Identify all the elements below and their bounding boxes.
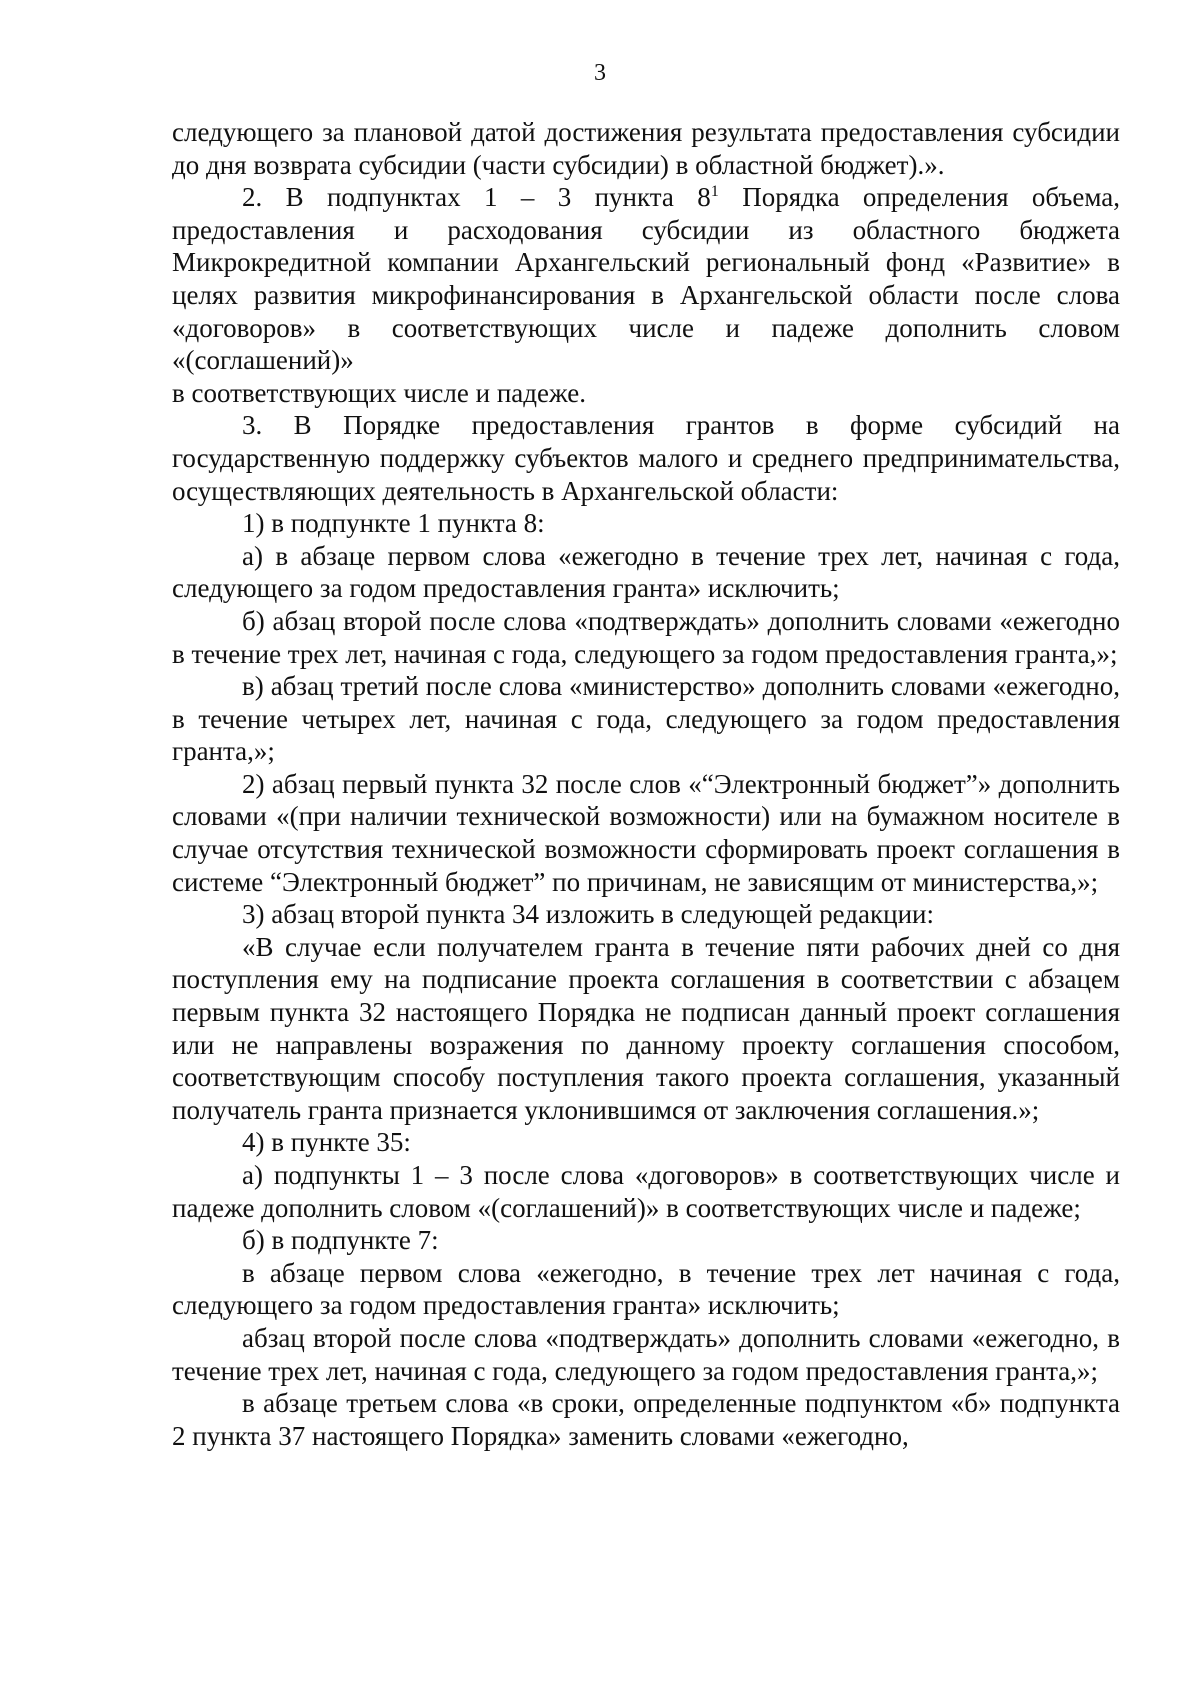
paragraph-subitem-4: 4) в пункте 35:: [242, 1127, 411, 1158]
paragraph-subitem-3: 3) абзац второй пункта 34 изложить в следующей редакции:: [242, 899, 934, 930]
paragraph-subitem-4b: б) в подпункте 7:: [242, 1225, 439, 1256]
item2-after: Порядка определения объема, предоставления и расходования субсидии из областного бюджета Микрокредитной компании Архангельский региональный фонд «Развитие» в целях развития микрофинансирования в Архангельской области после слова «договоров» в соответствующих числе и падеже дополнить словом «(соглашений)»: [172, 182, 1120, 376]
item2-before: 2. В подпунктах 1 – 3 пункта 8: [242, 182, 711, 213]
paragraph-subitem-1: 1) в подпункте 1 пункта 8:: [242, 508, 545, 539]
paragraph-quote: «В случае если получателем гранта в течение пяти рабочих дней со дня поступления ему на подписание проекта соглашения в соответствии с абзацем первым пункта 32 настоящего Порядка не подписан данный проект соглашения или не направлены возражения по данному проекту соглашения способом, соответствующим способу поступления такого проекта соглашения, указанный получатель гранта признается уклонившимся от заключения соглашения.»;: [172, 931, 1120, 1125]
paragraph-subitem-1v: в) абзац третий после слова «министерство» дополнить словами «ежегодно, в течение четырех лет, начиная с года, следующего за годом предоставления гранта,»;: [172, 671, 1120, 767]
paragraph-subitem-2: 2) абзац первый пункта 32 после слов «“Электронный бюджет”» дополнить словами «(при наличии технической возможности) или на бумажном носителе в случае отсутствия технической возможности сформировать проект соглашения в системе “Электронный бюджет” по причинам, не зависящим от министерства,»;: [172, 768, 1120, 897]
paragraph-subitem-4a: а) подпункты 1 – 3 после слова «договоров» в соответствующих числе и падеже дополнить словом «(соглашений)» в соответствующих числе и падеже;: [172, 1160, 1120, 1223]
paragraph-abzac-1: в абзаце первом слова «ежегодно, в течение трех лет начиная с года, следующего за годом предоставления гранта» исключить;: [172, 1257, 1120, 1321]
paragraph-subitem-1b: б) абзац второй после слова «подтверждать» дополнить словами «ежегодно в течение трех лет, начиная с года, следующего за годом предоставления гранта,»;: [172, 605, 1120, 669]
document-body: [172, 116, 1120, 1452]
paragraph-abzac-2: абзац второй после слова «подтверждать» дополнить словами «ежегодно, в течение трех лет, начиная с года, следующего за годом предоставления гранта,»;: [172, 1322, 1120, 1386]
paragraph-abzac-3: в абзаце третьем слова «в сроки, определенные подпунктом «б» подпункта 2 пункта 37 настоящего Порядка» заменить словами «ежегодно,: [172, 1388, 1120, 1451]
paragraph-item-2: [172, 181, 1120, 377]
paragraph-item-2-end: в соответствующих числе и падеже.: [172, 377, 587, 408]
paragraph-continuation: следующего за плановой датой достижения результата предоставления субсидии до дня возврата субсидии (части субсидии) в областной бюджет).».: [172, 117, 1120, 180]
paragraph-item-3: 3. В Порядке предоставления грантов в форме субсидий на государственную поддержку субъектов малого и среднего предпринимательства, осуществляющих деятельность в Архангельской области:: [172, 410, 1120, 506]
page-number: 3: [594, 60, 606, 86]
item2-superscript: 1: [710, 182, 719, 201]
paragraph-subitem-1a: а) в абзаце первом слова «ежегодно в течение трех лет, начиная с года, следующего за годом предоставления гранта» исключить;: [172, 540, 1120, 604]
